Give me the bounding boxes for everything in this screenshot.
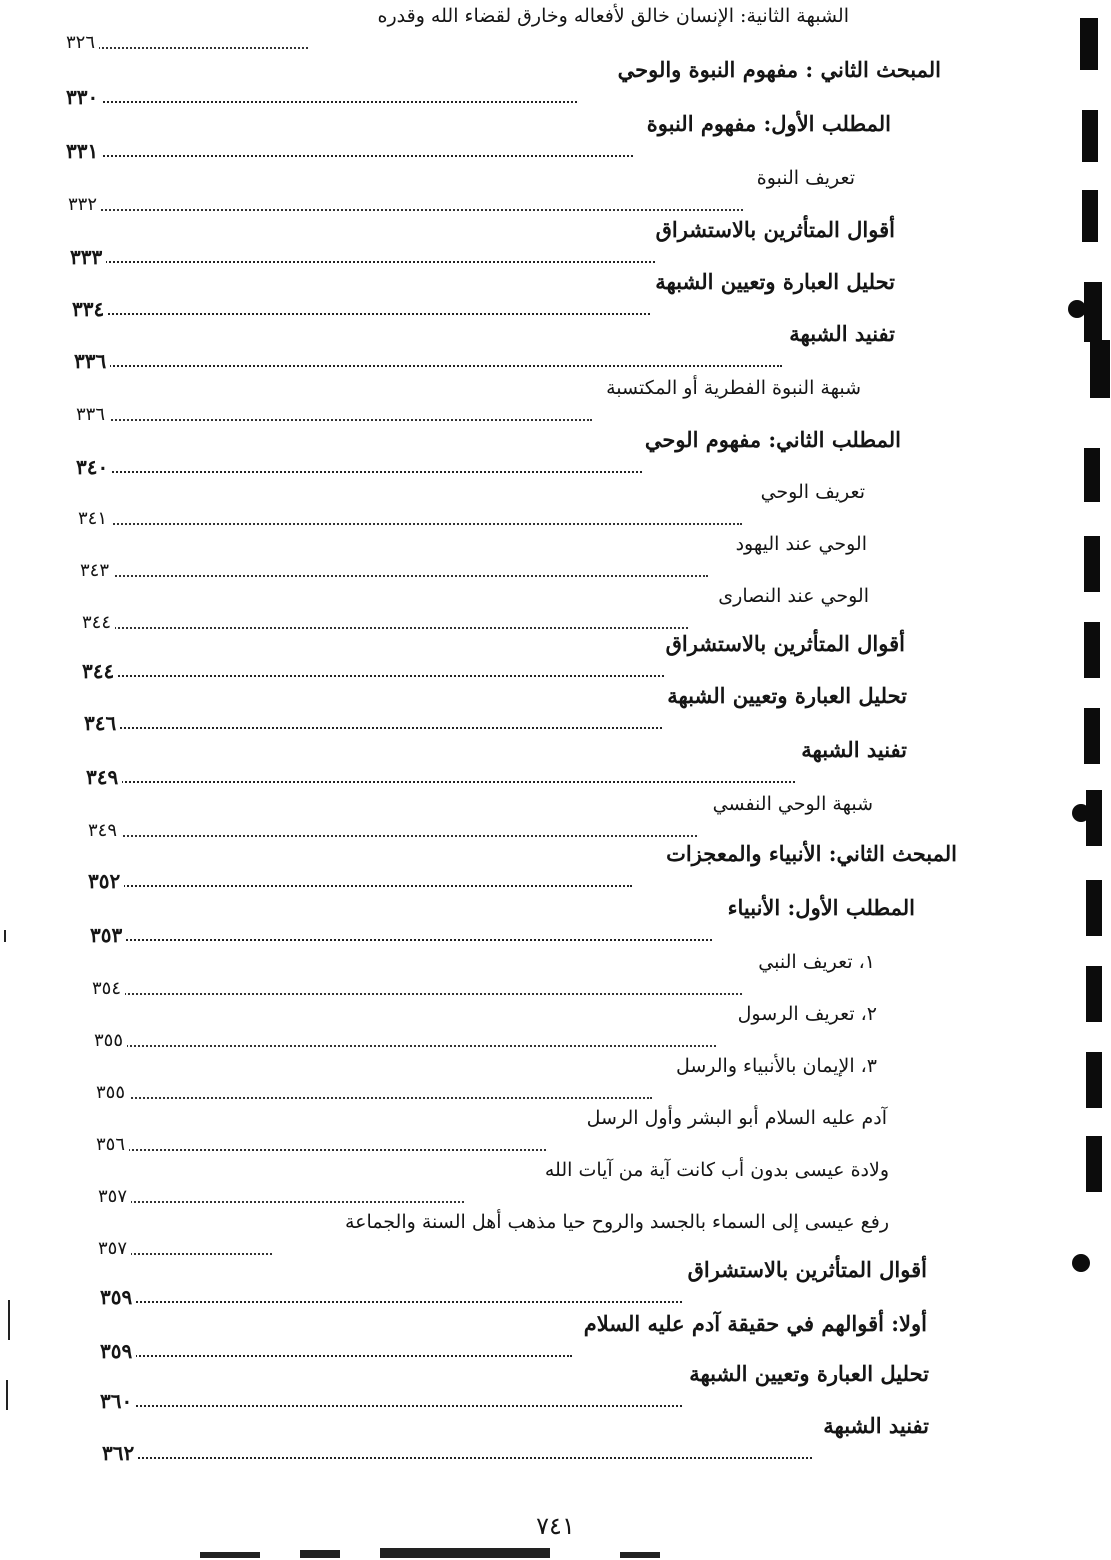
toc-entry [0, 270, 1111, 322]
binding-mark [1090, 340, 1110, 398]
toc-entry-title: أولا: أقوالهم في حقيقة آدم عليه السلام [583, 1311, 927, 1336]
toc-entry-title: الشبهة الثانية: الإنسان خالق لأفعاله وخارق لقضاء الله وقدره [377, 5, 849, 27]
toc-entry-page-number: ٣٤٩ [88, 818, 121, 844]
toc-entry [0, 112, 1111, 164]
dot-leader [78, 523, 742, 525]
toc-entry-line [88, 868, 632, 896]
dot-leader [68, 209, 743, 211]
toc-entry-page-number: ٣٣٠ [66, 84, 102, 110]
toc-entry-page-number: ٣٥٩ [100, 1284, 136, 1310]
toc-entry-line [82, 658, 664, 686]
binding-mark [1080, 18, 1098, 70]
toc-entry-line [76, 402, 592, 430]
toc-entry-title: ١، تعريف النبي [758, 951, 875, 973]
dot-leader [96, 1097, 652, 1099]
toc-entry-line [102, 1440, 812, 1468]
toc-entry-line [96, 1132, 546, 1160]
toc-entry [0, 58, 1111, 110]
toc-entry-line [90, 922, 712, 950]
toc-entry-line [100, 1284, 682, 1312]
toc-entry-title: المطلب الأول: مفهوم النبوة [646, 111, 891, 136]
toc-entry-title: رفع عيسى إلى السماء بالجسد والروح حيا مذهب أهل السنة والجماعة [345, 1211, 889, 1233]
toc-entry-title: تفنيد الشبهة [823, 1413, 929, 1438]
toc-entry-page-number: ٣٤٤ [82, 658, 118, 684]
toc-entry-line [66, 30, 308, 58]
dot-leader [74, 365, 782, 367]
toc-entry-page-number: ٣٤٤ [82, 610, 115, 636]
toc-entry [0, 684, 1111, 736]
dot-leader [88, 885, 632, 887]
binding-mark [1084, 622, 1100, 678]
scan-speck [6, 1380, 8, 1410]
toc-entry-page-number: ٣٣١ [66, 138, 102, 164]
toc-entry-title: تحليل العبارة وتعيين الشبهة [655, 269, 895, 294]
toc-entry-line [86, 764, 795, 792]
dot-leader [66, 155, 633, 157]
toc-entry-title: الوحي عند اليهود [735, 533, 867, 555]
dot-leader [76, 471, 642, 473]
scan-speck [4, 930, 6, 942]
binding-mark [1084, 536, 1100, 592]
scan-noise [620, 1552, 660, 1558]
toc-entry-title: تحليل العبارة وتعيين الشبهة [689, 1361, 929, 1386]
toc-entry-title: تحليل العبارة وتعيين الشبهة [667, 683, 907, 708]
toc-entry-page-number: ٣٦٠ [100, 1388, 136, 1414]
toc-entry-title: أقوال المتأثرين بالاستشراق [655, 217, 895, 242]
binding-mark [1084, 708, 1100, 764]
dot-leader [100, 1355, 572, 1357]
toc-entry-line [66, 84, 577, 112]
dot-leader [88, 835, 697, 837]
toc-entry [0, 584, 1111, 636]
toc-entry-title: ولادة عيسى بدون أب كانت آية من آيات الله [544, 1159, 889, 1181]
toc-entry-page-number: ٣٣٣ [70, 244, 106, 270]
binding-mark [1084, 282, 1102, 342]
dot-leader [92, 993, 742, 995]
dot-leader [82, 675, 664, 677]
toc-entry-title: شبهة الوحي النفسي [712, 793, 873, 815]
dot-leader [66, 47, 308, 49]
toc-entry-line [68, 192, 743, 220]
toc-entry-line [70, 244, 655, 272]
toc-entry-title: آدم عليه السلام أبو البشر وأول الرسل [586, 1107, 887, 1129]
toc-entry [0, 1414, 1111, 1466]
dot-leader [70, 261, 655, 263]
toc-entry-line [78, 506, 742, 534]
toc-entry [0, 792, 1111, 844]
toc-entry [0, 950, 1111, 1002]
toc-entry [0, 1054, 1111, 1106]
toc-entry-line [100, 1388, 682, 1416]
toc-entry-title: ٣، الإيمان بالأنبياء والرسل [675, 1055, 877, 1077]
toc-entry-page-number: ٣٣٢ [68, 192, 101, 218]
binding-mark [1086, 966, 1102, 1022]
toc-entry-line [72, 296, 650, 324]
toc-entry-line [74, 348, 782, 376]
binding-mark [1086, 1052, 1102, 1108]
toc-entry [0, 218, 1111, 270]
dot-leader [98, 1201, 464, 1203]
binding-hole [1072, 1254, 1090, 1272]
toc-entry-title: المطلب الثاني: مفهوم الوحي [644, 427, 901, 452]
toc-entry-page-number: ٣٥٩ [100, 1338, 136, 1364]
scan-noise [380, 1548, 550, 1558]
toc-entry-line [66, 138, 633, 166]
dot-leader [76, 419, 592, 421]
toc-entry-page-number: ٣٤١ [78, 506, 111, 532]
toc-entry-title: تفنيد الشبهة [789, 321, 895, 346]
scan-noise [200, 1552, 260, 1558]
toc-entry-page-number: ٣٣٦ [76, 402, 109, 428]
toc-entry [0, 1258, 1111, 1310]
dot-leader [80, 575, 708, 577]
toc-entry-line [80, 558, 708, 586]
toc-entry-line [84, 710, 662, 738]
toc-entry-page-number: ٣٥٣ [90, 922, 126, 948]
binding-mark [1084, 448, 1100, 502]
toc-entry-line [92, 976, 742, 1004]
toc-entry-title: المبحث الثاني: الأنبياء والمعجزات [666, 841, 957, 866]
toc-entry [0, 1158, 1111, 1210]
toc-entry [0, 632, 1111, 684]
toc-entry [0, 738, 1111, 790]
toc-entry [0, 376, 1111, 428]
toc-entry-title: ٢، تعريف الرسول [737, 1003, 877, 1025]
dot-leader [100, 1405, 682, 1407]
toc-entry [0, 1106, 1111, 1158]
toc-entry-page-number: ٣٥٥ [96, 1080, 129, 1106]
binding-hole [1068, 300, 1086, 318]
dot-leader [84, 727, 662, 729]
dot-leader [96, 1149, 546, 1151]
toc-entry [0, 480, 1111, 532]
dot-leader [72, 313, 650, 315]
toc-entry-page-number: ٣٥٧ [98, 1184, 131, 1210]
toc-entry [0, 322, 1111, 374]
toc-entry-page-number: ٣٥٥ [94, 1028, 127, 1054]
toc-entry [0, 1362, 1111, 1414]
dot-leader [102, 1457, 812, 1459]
toc-entry-title: تعريف النبوة [756, 167, 855, 189]
dot-leader [82, 627, 688, 629]
toc-entry-page-number: ٣٣٦ [74, 348, 110, 374]
dot-leader [66, 101, 577, 103]
binding-mark [1086, 1136, 1102, 1192]
toc-entry-line [96, 1080, 652, 1108]
toc-entry [0, 842, 1111, 894]
toc-entry-page-number: ٣٥٤ [92, 976, 125, 1002]
toc-entry-page-number: ٣٤٣ [80, 558, 113, 584]
footer-page-number: ٧٤١ [536, 1512, 575, 1540]
toc-entry [0, 4, 1111, 56]
toc-entry [0, 428, 1111, 480]
toc-entry-page-number: ٣٢٦ [66, 30, 99, 56]
toc-entry-page-number: ٣٥٢ [88, 868, 124, 894]
toc-entry-page-number: ٣٣٤ [72, 296, 108, 322]
toc-entry-page-number: ٣٥٦ [96, 1132, 129, 1158]
toc-entry-page-number: ٣٤٩ [86, 764, 122, 790]
binding-mark [1082, 110, 1098, 162]
toc-entry-title: أقوال المتأثرين بالاستشراق [687, 1257, 927, 1282]
toc-entry-title: تفنيد الشبهة [801, 737, 907, 762]
toc-entry [0, 1312, 1111, 1364]
toc-entry [0, 896, 1111, 948]
dot-leader [100, 1301, 682, 1303]
toc-entry-page-number: ٣٤٠ [76, 454, 112, 480]
toc-entry [0, 166, 1111, 218]
toc-entry-line [94, 1028, 716, 1056]
dot-leader [86, 781, 795, 783]
toc-entry-page-number: ٣٦٢ [102, 1440, 138, 1466]
toc-entry [0, 1210, 1111, 1262]
toc-entry-line [98, 1184, 464, 1212]
toc-entry-title: شبهة النبوة الفطرية أو المكتسبة [606, 377, 861, 399]
toc-entry-line [76, 454, 642, 482]
toc-entry [0, 1002, 1111, 1054]
toc-entry [0, 532, 1111, 584]
toc-entry-page-number: ٣٥٧ [98, 1236, 131, 1262]
dot-leader [90, 939, 712, 941]
dot-leader [94, 1045, 716, 1047]
toc-entry-title: الوحي عند النصارى [718, 585, 869, 607]
toc-entry-title: أقوال المتأثرين بالاستشراق [665, 631, 905, 656]
scan-speck [8, 1300, 10, 1340]
binding-mark [1082, 190, 1098, 242]
scan-noise [300, 1550, 340, 1558]
toc-entry-page-number: ٣٤٦ [84, 710, 120, 736]
toc-entry-title: المبحث الثاني : مفهوم النبوة والوحي [617, 57, 941, 82]
toc-entry-title: المطلب الأول: الأنبياء [727, 895, 915, 920]
binding-hole [1072, 804, 1090, 822]
binding-mark [1086, 880, 1102, 936]
toc-entry-title: تعريف الوحي [760, 481, 865, 503]
